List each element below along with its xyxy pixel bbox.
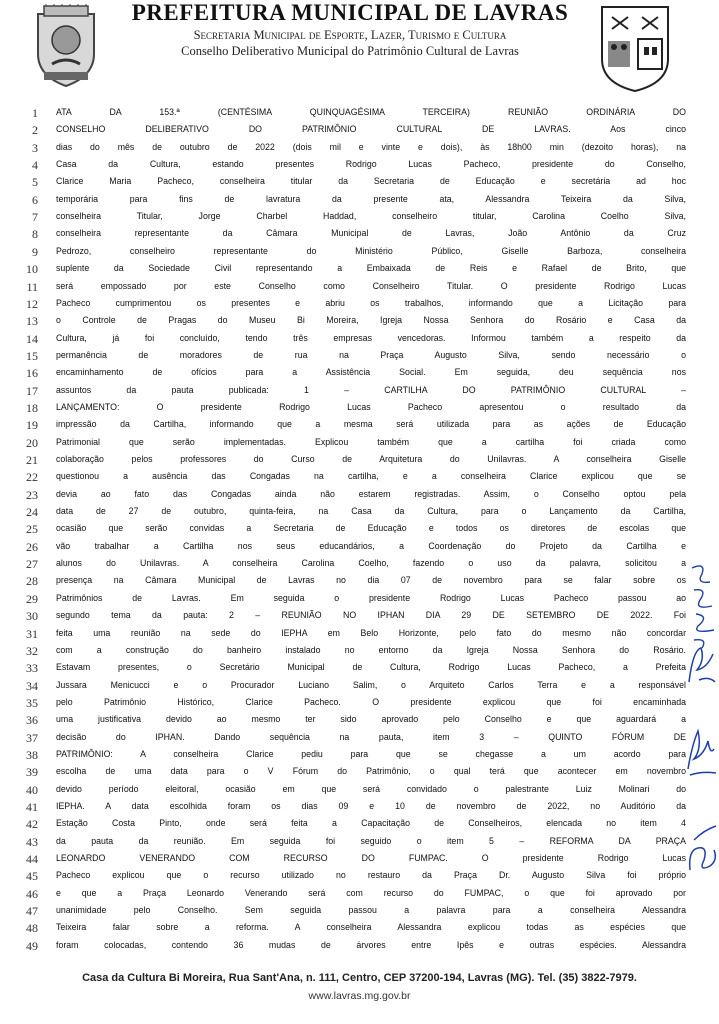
minutes-line [0, 155, 719, 174]
line-text: Estavam presentes, o Secretário Municipal de Cultura, Rodrigo Lucas Pacheco, a Prefeita [56, 662, 686, 673]
line-number: 14 [26, 331, 38, 346]
line-text: feita uma reunião na sede do IEPHA em Belo Horizonte, pelo fato do mesmo não concordar [56, 627, 686, 638]
signature-4 [684, 820, 719, 880]
line-number: 10 [26, 262, 38, 277]
minutes-line [0, 658, 719, 677]
letterhead [0, 0, 719, 95]
line-number: 29 [26, 591, 38, 606]
line-number: 25 [26, 522, 38, 537]
minutes-line [0, 832, 719, 851]
line-text: uma justificativa devido ao mesmo ter sido aprovado pelo Conselho e que aguardará a [56, 714, 686, 725]
minutes-line [0, 762, 719, 781]
line-number: 8 [32, 227, 38, 242]
minutes-line [0, 502, 719, 521]
line-number: 47 [26, 904, 38, 919]
minutes-line [0, 120, 719, 139]
line-text: ocasião que serão convidas a Secretaria de Educação e todos os diretores de escolas que [56, 523, 686, 534]
line-number: 48 [26, 921, 38, 936]
line-text: LEONARDO VENERANDO COM RECURSO DO FUMPAC. O presidente Rodrigo Lucas [56, 853, 686, 864]
minutes-line [0, 710, 719, 729]
minutes-line [0, 329, 719, 348]
minutes-line [0, 450, 719, 469]
line-text: Patrimônios de Lavras. Em seguida o presidente Rodrigo Lucas Pacheco passou ao [56, 592, 686, 603]
line-text: Casa da Cultura, estando presentes Rodrigo Lucas Pacheco, presidente do Conselho, [56, 159, 686, 170]
line-number: 19 [26, 418, 38, 433]
minutes-line [0, 346, 719, 365]
minutes-line [0, 277, 719, 296]
minutes-line [0, 190, 719, 209]
line-number: 1 [32, 106, 38, 120]
minutes-line [0, 693, 719, 712]
line-number: 45 [26, 869, 38, 884]
minutes-line [0, 936, 719, 955]
line-text: dias do mês de outubro de 2022 (dois mil e vinte e dois), às 18h00 min (dezoito horas), na [56, 141, 686, 152]
council-subtitle: Conselho Deliberativo Municipal do Patrimônio Cultural de Lavras [181, 44, 519, 58]
minutes-line [0, 606, 719, 625]
minutes-line [0, 294, 719, 313]
line-number: 40 [26, 782, 38, 797]
line-number: 36 [26, 713, 38, 728]
minutes-line [0, 138, 719, 157]
minutes-line [0, 519, 719, 538]
line-number: 17 [26, 383, 38, 398]
line-text: Jussara Menicucci e o Procurador Luciano Salim, o Arquiteto Carlos Terra e a responsável [56, 679, 686, 690]
line-number: 34 [26, 678, 38, 693]
line-number: 24 [26, 505, 38, 520]
footer-address: Casa da Cultura Bi Moreira, Rua Sant'Ana, n. 111, Centro, CEP 37200-194, Lavras (MG). Tel. (35) 3822-7979. [82, 972, 637, 984]
minutes-line [0, 571, 719, 590]
line-number: 28 [26, 574, 38, 589]
line-number: 35 [26, 695, 38, 710]
line-number: 13 [26, 314, 38, 329]
line-number: 38 [26, 747, 38, 762]
line-text: vão trabalhar a Cartilha nos seus educandários, a Coordenação do Projeto da Cartilha e [56, 540, 686, 551]
line-text: decisão do IPHAN. Dando sequência na pauta, item 3 – QUINTO FÓRUM DE [56, 731, 686, 742]
minutes-line [0, 676, 719, 695]
minutes-line [0, 224, 719, 243]
line-text: questionou a ausência das Congadas na cartilha, e a conselheira Clarice explicou que se [56, 471, 686, 482]
line-number: 15 [26, 348, 38, 363]
minutes-line [0, 537, 719, 556]
line-text: presença na Câmara Municipal de Lavras no dia 07 de novembro para se falar sobre os [56, 575, 686, 586]
line-text: LANÇAMENTO: O presidente Rodrigo Lucas Pacheco apresentou o resultado da [56, 401, 686, 412]
line-text: data de 27 de outubro, quinta-feira, na Casa da Cultura, para o Lançamento da Cartilha, [56, 506, 686, 517]
line-text: devido período eleitoral, ocasião em que será convidado o palestrante Luiz Molinari do [56, 783, 686, 794]
line-number: 30 [26, 609, 38, 624]
line-text: assuntos da pauta publicada: 1 – CARTILHA DO PATRIMÔNIO CULTURAL – [56, 384, 686, 395]
line-text: foram colocadas, contendo 36 mudas de árvores entre Ipês e outras espécies. Alessandra [56, 939, 686, 950]
line-text: Pedrozo, conselheiro representante do Ministério Público, Giselle Barboza, conselheira [56, 245, 686, 256]
line-text: colaboração pelos professores do Curso de Arquitetura do Unilavras. A conselheira Giselle [56, 454, 686, 464]
line-number: 42 [26, 817, 38, 832]
line-text: e que a Praça Leonardo Venerando será com recurso do FUMPAC, o que foi aprovado por [56, 887, 686, 898]
line-number: 44 [26, 852, 38, 867]
line-text: Clarice Maria Pacheco, conselheira titular da Secretaria de Educação e secretária ad hoc [56, 176, 686, 187]
minutes-line [0, 381, 719, 400]
minutes-line [0, 780, 719, 799]
line-text: devia ao fato das Congadas ainda não estarem registradas. Assim, o Conselho optou pela [56, 488, 686, 499]
minutes-line [0, 797, 719, 816]
line-text: da pauta da reunião. Em seguida foi seguido o item 5 – REFORMA DA PRAÇA [56, 835, 686, 846]
line-number: 37 [26, 730, 38, 745]
minutes-line [0, 624, 719, 643]
line-number: 32 [26, 643, 38, 658]
minutes-line [0, 641, 719, 660]
minutes-line [0, 554, 719, 573]
minutes-line [0, 207, 719, 226]
line-text: o Controle de Pragas do Museu Bi Moreira, Igreja Nossa Senhora do Rosário e Casa da [56, 315, 686, 326]
line-number: 49 [26, 938, 38, 953]
line-text: Estação Costa Pinto, onde será feita a Capacitação de Conselheiros, elencada no item 4 [56, 818, 686, 829]
line-number: 9 [32, 244, 38, 259]
minutes-line [0, 311, 719, 330]
minutes-line [0, 172, 719, 191]
line-number: 46 [26, 886, 38, 901]
line-text: permanência de moradores de rua na Praça Augusto Silva, sendo necessário o [56, 349, 686, 360]
line-text: Pacheco explicou que o recurso utilizado no restauro da Praça Dr. Augusto Silva foi próprio [56, 870, 686, 881]
line-number: 16 [26, 366, 38, 381]
line-text: Teixeira falar sobre a reforma. A conselheira Alessandra explicou todas as espécies que [56, 922, 686, 933]
minutes-line [0, 814, 719, 833]
line-text: CONSELHO DELIBERATIVO DO PATRIMÔNIO CULTURAL DE LAVRAS. Aos cinco [56, 124, 686, 135]
line-number: 5 [32, 175, 38, 190]
signature-3 [684, 725, 719, 780]
line-number: 39 [26, 765, 38, 780]
line-text: alunos do Unilavras. A conselheira Carolina Coelho, fazendo o uso da palavra, solicitou a [56, 558, 686, 569]
line-text: encaminhamento de ofícios para a Assistência Social. Em seguida, deu sequência nos [56, 367, 686, 378]
line-text: impressão da Cartilha, informando que a mesma será utilizada para as ações de Educação [56, 419, 686, 430]
line-number: 43 [26, 834, 38, 849]
line-number: 23 [26, 487, 38, 502]
signature-2 [683, 640, 719, 690]
minutes-line [0, 918, 719, 937]
line-text: Patrimonial que serão implementadas. Explicou também que a cartilha foi criada como [56, 436, 686, 447]
minutes-line [0, 485, 719, 504]
line-number: 33 [26, 661, 38, 676]
minutes-line [0, 901, 719, 920]
minutes-line [0, 849, 719, 868]
line-number: 7 [32, 210, 38, 225]
line-number: 27 [26, 557, 38, 572]
line-text: suplente da Sociedade Civil representando a Embaixada de Reis e Rafael de Brito, que [56, 263, 686, 274]
line-number: 18 [26, 400, 38, 415]
line-number: 22 [26, 470, 38, 485]
lavras-coat-of-arms-icon [30, 4, 102, 88]
minutes-line [0, 745, 719, 764]
department-subtitle: Secretaria Municipal de Esporte, Lazer, Turismo e Cultura [193, 28, 507, 42]
line-text: pelo Patrimônio Histórico, Clarice Pacheco. O presidente explicou que foi encaminhada [56, 696, 686, 707]
line-text: com a construção do banheiro instalado no entorno da Igreja Nossa Senhora do Rosário. [56, 644, 686, 655]
minutes-line [0, 589, 719, 608]
line-text: conselheira Titular, Jorge Charbel Haddad, conselheiro titular, Carolina Coelho Silva, [56, 211, 686, 222]
footer-website: www.lavras.mg.gov.br [308, 990, 411, 1002]
line-text: escolha de uma data para o V Fórum do Patrimônio, o qual terá que acontecer em novembro [56, 766, 686, 777]
minutes-line [0, 728, 719, 747]
line-text: unanimidade pelo Conselho. Sem seguida passou a palavra para a conselheira Alessandra [56, 905, 686, 916]
institution-title: PREFEITURA MUNICIPAL DE LAVRAS [131, 0, 569, 25]
minutes-line [0, 866, 719, 885]
line-number: 2 [32, 123, 38, 138]
line-text: Cultura, já foi concluído, tendo três empresas vencedoras. Informou também a respeito da [56, 332, 686, 343]
line-text: ATA DA 153.ª (CENTÉSIMA QUINQUAGÉSIMA TERCEIRA) REUNIÃO ORDINÁRIA DO [56, 107, 686, 117]
minutes-line [0, 103, 719, 122]
line-number: 6 [32, 192, 38, 207]
minutes-line [0, 467, 719, 486]
line-number: 20 [26, 435, 38, 450]
minutes-line [0, 259, 719, 278]
minutes-line [0, 363, 719, 382]
line-number: 21 [26, 453, 38, 467]
minutes-line [0, 398, 719, 417]
line-number: 11 [26, 279, 38, 294]
line-number: 26 [26, 539, 38, 554]
minutes-line [0, 415, 719, 434]
line-number: 4 [32, 158, 38, 173]
line-text: Pacheco cumprimentou os presentes e abriu os trabalhos, informando que a Licitação para [56, 297, 686, 308]
line-text: temporária para fins de lavratura da presente ata, Alessandra Teixeira da Silva, [56, 193, 686, 204]
line-text: PATRIMÔNIO: A conselheira Clarice pediu para que se chegasse a um acordo para [56, 748, 686, 759]
line-text: IEPHA. A data escolhida foram os dias 09 e 10 de novembro de 2022, no Auditório da [56, 801, 686, 811]
council-emblem-icon [598, 3, 672, 93]
line-number: 31 [26, 626, 38, 641]
line-number: 3 [32, 140, 38, 155]
line-text: segundo tema da pauta: 2 – REUNIÃO NO IPHAN DIA 29 DE SETEMBRO DE 2022. Foi [56, 610, 686, 621]
line-number: 41 [26, 800, 38, 814]
minutes-line [0, 884, 719, 903]
line-text: será empossado por este Conselho como Conselheiro Titular. O presidente Rodrigo Lucas [56, 280, 686, 291]
line-text: conselheira representante da Câmara Municipal de Lavras, João Antônio da Cruz [56, 228, 686, 239]
minutes-line [0, 433, 719, 452]
minutes-line [0, 242, 719, 261]
line-number: 12 [26, 296, 38, 311]
